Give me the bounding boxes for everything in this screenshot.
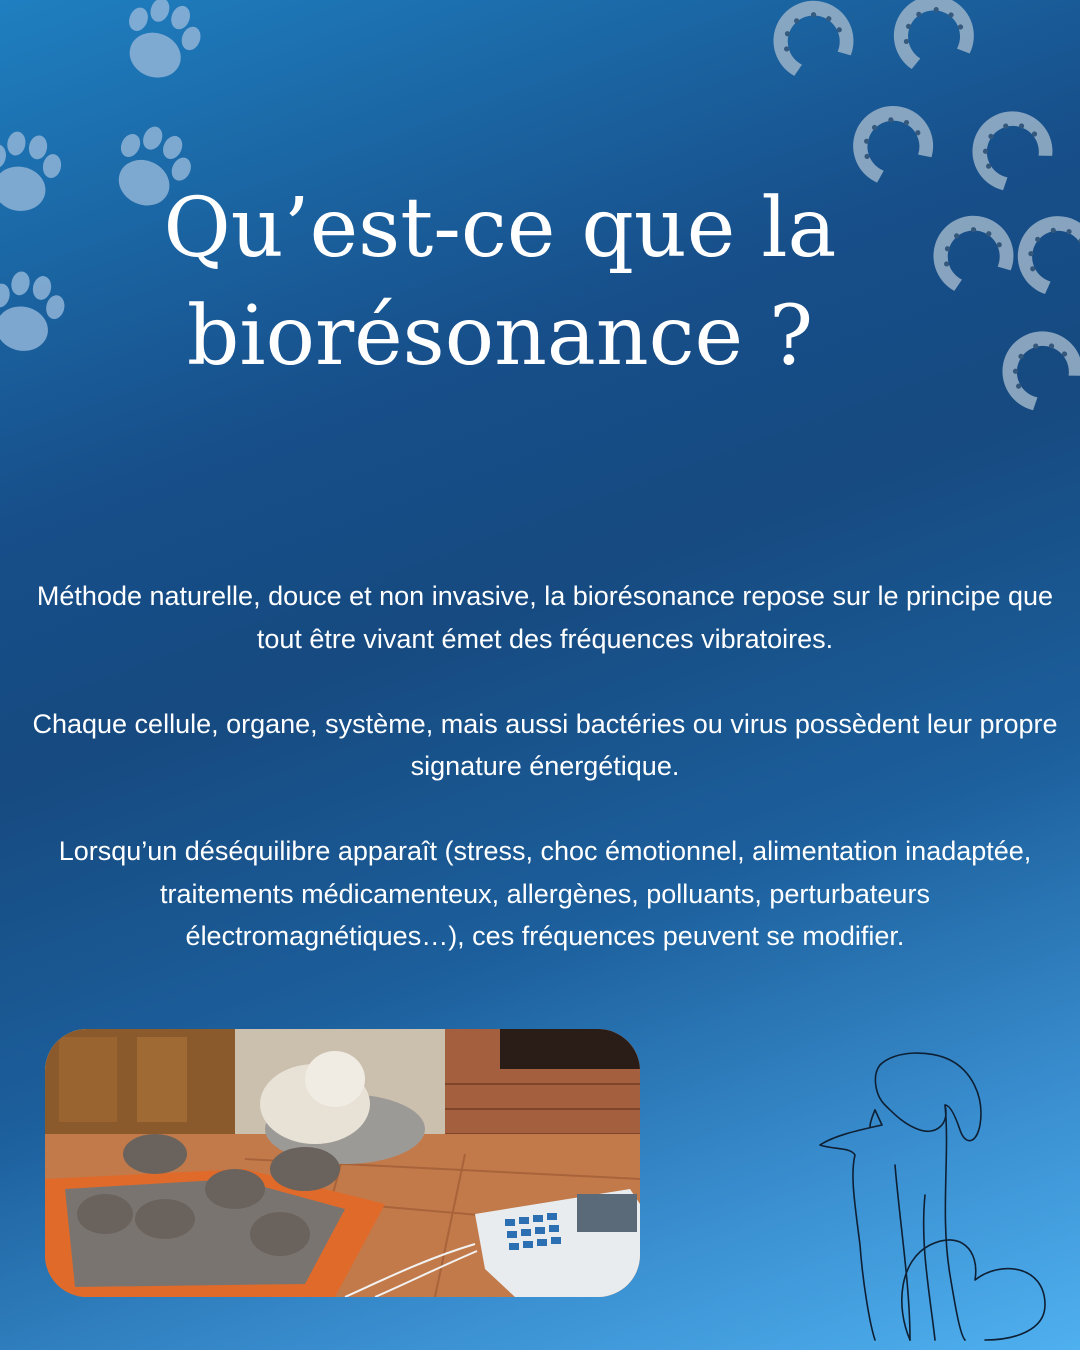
dog-cat-heart-line-art: [800, 1045, 1060, 1345]
title-line-1: Qu’est-ce que la: [163, 181, 837, 276]
title-line-2: biorésonance ?: [186, 289, 814, 384]
paragraph: Chaque cellule, organe, système, mais aussi bactéries ou virus possèdent leur propre signature énergétique.: [32, 708, 1058, 781]
paw-print-icon: [113, 0, 209, 88]
page-title: [150, 175, 850, 391]
horseshoe-icon: [885, 0, 979, 72]
paragraph: Lorsqu’un déséquilibre apparaît (stress, choc émotionnel, alimentation inadaptée, traitements médicamenteux, allergènes, polluants, perturbateurs électromagnétiques…), ces fréquences peuvent se modifier.: [58, 836, 1032, 951]
body-text: [20, 575, 1070, 1000]
horseshoe-icon: [987, 316, 1080, 416]
horseshoe-icon: [762, 0, 860, 79]
photo-animals-bioresonance: [45, 1029, 640, 1297]
horseshoe-icon: [922, 205, 1020, 295]
horseshoe-icon: [1003, 201, 1080, 299]
paw-print-icon: [0, 266, 70, 358]
paragraph: Méthode naturelle, douce et non invasive, la biorésonance repose sur le principe que tout être vivant émet des fréquences vibratoires.: [36, 581, 1054, 654]
paw-print-icon: [0, 127, 66, 217]
horseshoe-icon: [840, 93, 941, 187]
horseshoe-icon: [957, 96, 1061, 196]
